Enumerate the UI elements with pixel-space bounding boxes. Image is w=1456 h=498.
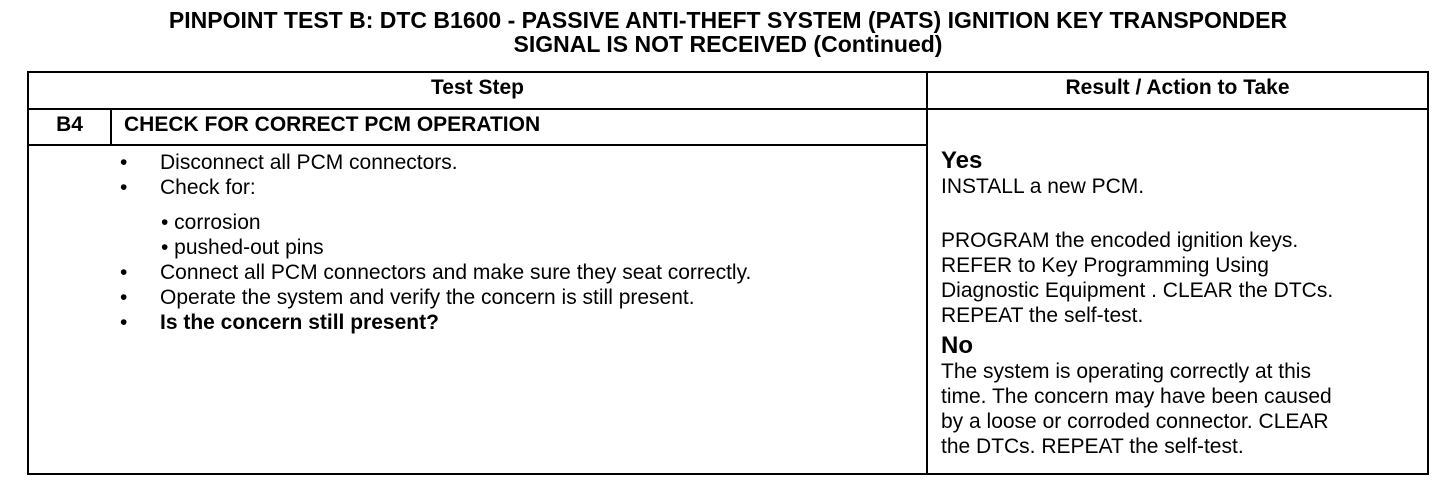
document-title [0, 8, 1456, 56]
step-title: CHECK FOR CORRECT PCM OPERATION [124, 113, 541, 136]
column-divider [926, 71, 928, 475]
spacer [941, 199, 1421, 224]
instruction-item [116, 175, 751, 200]
bullet: • [120, 176, 128, 199]
bullet: • [120, 151, 128, 174]
step-divider [27, 144, 927, 146]
instruction-text: Connect all PCM connectors and make sure they seat correctly. [160, 261, 752, 284]
no-line: by a loose or corroded connector. CLEAR [941, 410, 1329, 433]
spacer [116, 200, 751, 210]
yes-line: Diagnostic Equipment . CLEAR the DTCs. [941, 279, 1334, 302]
title-line-2: SIGNAL IS NOT RECEIVED (Continued) [513, 31, 943, 57]
header-test-step: Test Step [431, 76, 524, 99]
yes-label: Yes [941, 147, 983, 174]
step-id: B4 [56, 113, 83, 136]
step-id-divider [110, 108, 112, 146]
instruction-item [116, 285, 751, 310]
yes-line: PROGRAM the encoded ignition keys. [941, 229, 1299, 252]
bullet: • [120, 261, 128, 284]
header-result: Result / Action to Take [1065, 76, 1290, 99]
instruction-text: Check for: [160, 176, 256, 199]
result-column [941, 147, 1421, 459]
instruction-text: Operate the system and verify the concern is still present. [160, 286, 695, 309]
no-label: No [941, 332, 973, 359]
instruction-item [116, 150, 751, 175]
title-line-1: PINPOINT TEST B: DTC B1600 - PASSIVE ANTI-THEFT SYSTEM (PATS) IGNITION KEY TRANSPONDER [168, 7, 1288, 33]
no-line: The system is operating correctly at this [941, 360, 1311, 383]
no-line: time. The concern may have been caused [941, 385, 1332, 408]
yes-line: REPEAT the self-test. [941, 304, 1144, 327]
sub-item: • corrosion [161, 211, 261, 234]
instruction-text: Disconnect all PCM connectors. [160, 151, 458, 174]
yes-line: REFER to Key Programming Using [941, 254, 1269, 277]
bullet: • [120, 311, 128, 334]
header-divider [27, 108, 1429, 110]
instruction-question: Is the concern still present? [160, 311, 439, 334]
sub-item: • pushed-out pins [161, 236, 324, 259]
instruction-item [116, 260, 751, 285]
instruction-item [116, 310, 751, 335]
no-line: the DTCs. REPEAT the self-test. [941, 435, 1244, 458]
instruction-list [116, 150, 751, 335]
bullet: • [120, 286, 128, 309]
yes-line: INSTALL a new PCM. [941, 175, 1145, 198]
